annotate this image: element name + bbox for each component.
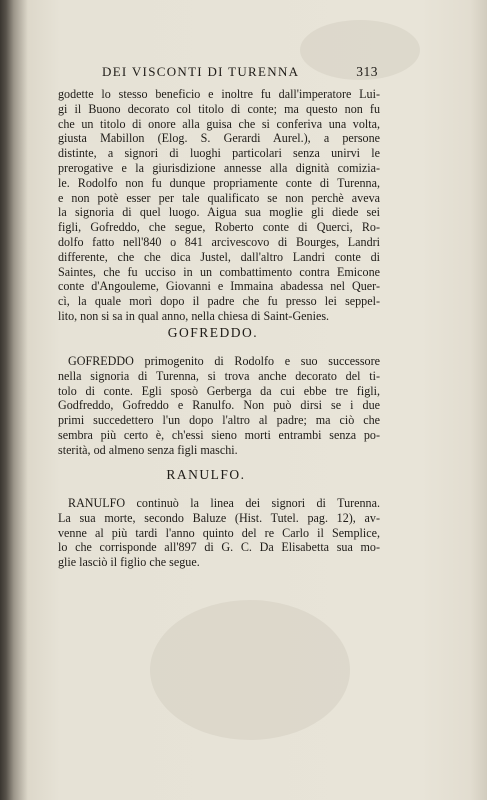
text-line: lo che corrisponde all'897 di G. C. Da Elisabetta sua mo- — [58, 540, 380, 555]
text-line: venne al più tardi l'anno quinto del re Carlo il Semplice, — [58, 525, 380, 540]
text-line: distinte, a signori di luoghi particolari senza unirvi le — [58, 146, 380, 161]
text-line: che un titolo di onore alla guisa che si conferiva una volta, — [58, 116, 380, 131]
paragraph-ranulfo — [58, 496, 380, 570]
text-line: figli, Gofreddo, che segue, Roberto conte di Querci, Ro- — [58, 220, 380, 235]
page-number: 313 — [356, 64, 378, 79]
text-line: differente, che che dica Justel, dall'altro Landri conte di — [58, 249, 380, 264]
text-line: dolfo fatto nell'840 o 841 arcivescovo di Bourges, Landri — [58, 234, 380, 249]
section-heading-gofreddo: GOFREDDO. — [167, 325, 259, 340]
text-line: sterità, od almeno senza figli maschi. — [58, 442, 238, 457]
text-line: giusta Mabillon (Elog. S. Gerardi Aurel.), a persone — [58, 131, 380, 146]
paragraph-rodolfo — [58, 87, 380, 324]
text-line: prerogative e la giurisdizione annesse alla dignità comizia- — [58, 160, 380, 175]
running-header — [58, 64, 380, 82]
text-line: La sua morte, secondo Baluze (Hist. Tutel. pag. 12), av- — [58, 510, 380, 525]
text-line: e non potè esser per tale qualificato se non perchè aveva — [58, 190, 380, 205]
text-line: glie lasciò il figlio che segue. — [58, 555, 200, 570]
text-line: lito, non si sa in qual anno, nella chiesa di Saint-Genies. — [58, 308, 330, 323]
running-title: DEI VISCONTI DI TURENNA — [102, 64, 300, 79]
text-line: Saintes, che fu ucciso in un combattimento contra Emicone — [58, 264, 380, 279]
paragraph-gofreddo — [58, 354, 380, 458]
text-line: nella signoria di Turenna, si trova anche decorato del ti- — [58, 368, 380, 383]
text-line: tolo di conte. Egli sposò Gerberga da cui ebbe tre figli, — [58, 383, 380, 398]
text-line: godette lo stesso beneficio e inoltre fu dall'imperatore Lui- — [58, 87, 380, 101]
section-heading-ranulfo: RANULFO. — [166, 467, 246, 482]
text-line: gi il Buono decorato col titolo di conte; ma questo non fu — [58, 101, 380, 116]
text-line: conte d'Angouleme, Giovanni e Immaina abadessa nel Quer- — [58, 279, 380, 294]
page-stain — [150, 600, 350, 740]
text-line: primi succedettero l'un dopo l'altro al padre; ma ciò che — [58, 413, 380, 428]
text-line: sembra più certo è, ch'essi sieno morti entrambi senza po- — [58, 427, 380, 442]
text-line: cì, la quale morì dopo il padre che fu presso lei seppel- — [58, 294, 380, 309]
text-line: le. Rodolfo non fu dunque propriamente conte di Turenna, — [58, 175, 380, 190]
text-line: GOFREDDO primogenito di Rodolfo e suo successore — [68, 354, 380, 368]
text-line: RANULFO continuò la linea dei signori di Turenna. — [68, 496, 380, 510]
text-line: Godfreddo, Gofreddo e Ranulfo. Non può dirsi se i due — [58, 398, 380, 413]
text-line: la signoria di quel luogo. Aigua sua moglie gli diede sei — [58, 205, 380, 220]
